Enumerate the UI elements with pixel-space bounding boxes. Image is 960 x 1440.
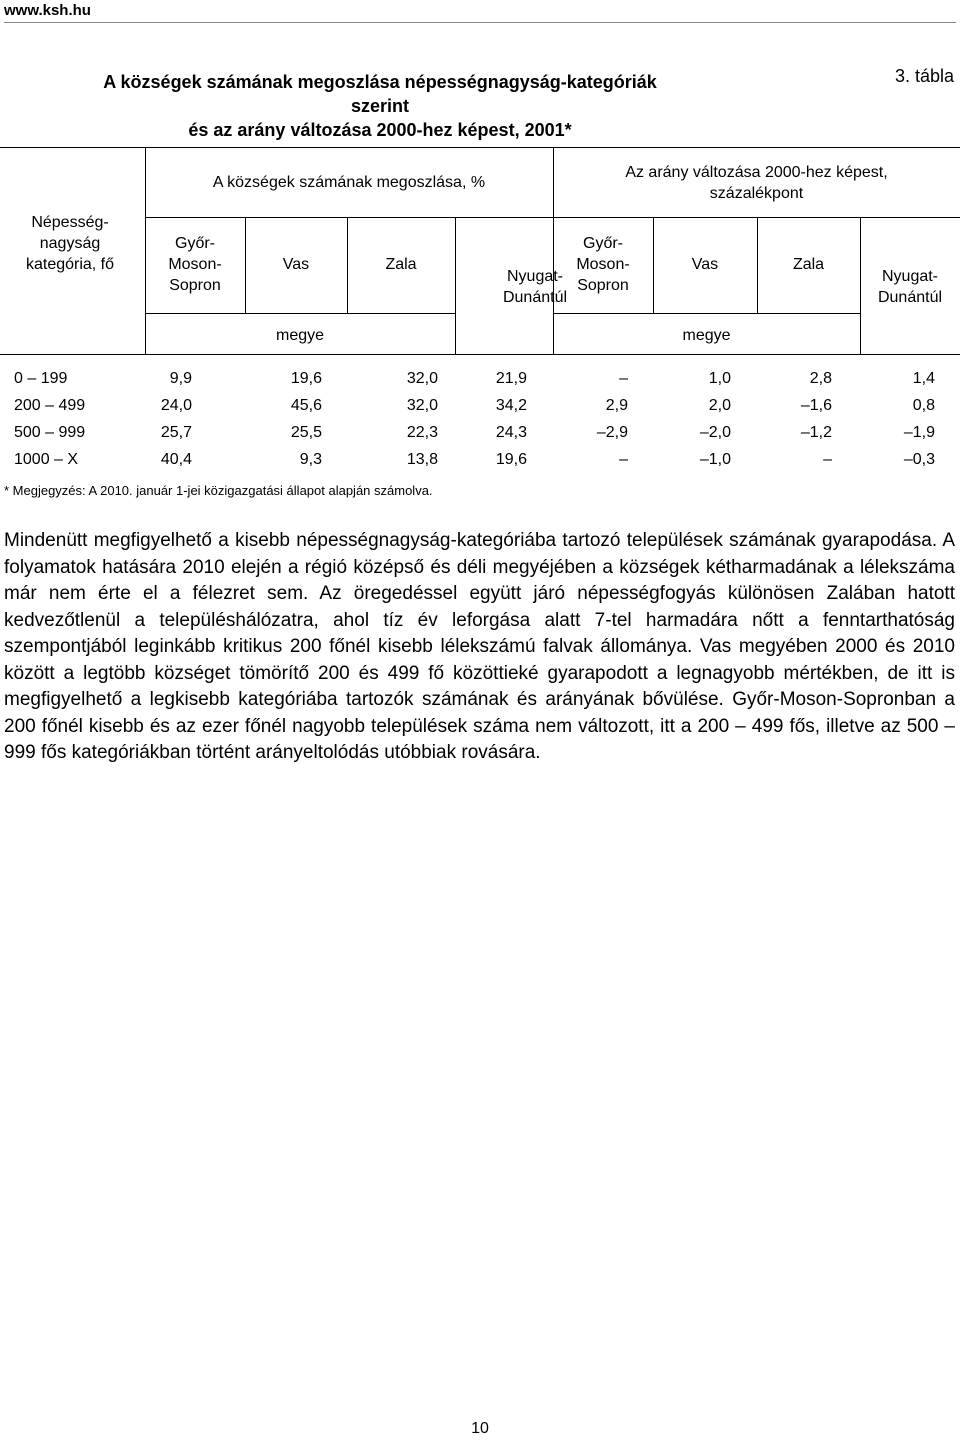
title-line-1: A községek számának megoszlása népességnagyság-kategóriák szerint bbox=[103, 72, 657, 116]
col-header-vas-change: Vas bbox=[691, 256, 719, 273]
cell: 13,8 bbox=[406, 451, 438, 468]
col-header-line: Győr- bbox=[583, 235, 623, 252]
cell: 45,6 bbox=[290, 397, 322, 414]
header-bottom-rule bbox=[0, 354, 960, 355]
stub-header bbox=[0, 212, 140, 275]
cell: 24,3 bbox=[495, 424, 527, 441]
col-header-line: Nyugat- bbox=[881, 268, 939, 285]
col-header-gyor bbox=[145, 233, 245, 296]
col-header-gyor-change bbox=[553, 233, 653, 296]
row-category: 200 – 499 bbox=[14, 397, 86, 414]
cell: 21,9 bbox=[495, 370, 527, 387]
stub-header-line: kategória, fő bbox=[25, 256, 115, 273]
cell: –1,0 bbox=[699, 451, 731, 468]
col-header-line: Nyugat- bbox=[506, 268, 564, 285]
cell: 9,3 bbox=[299, 451, 322, 468]
cell: – bbox=[619, 370, 628, 387]
table-row bbox=[0, 366, 960, 392]
col-header-line: Sopron bbox=[169, 277, 221, 294]
group-header-change-line: százalékpont bbox=[709, 185, 804, 202]
col-header-line: Dunántúl bbox=[502, 289, 568, 306]
group-header-change bbox=[553, 162, 960, 204]
site-url[interactable]: www.ksh.hu bbox=[4, 2, 91, 19]
cell: 32,0 bbox=[406, 397, 438, 414]
col-header-line: Moson- bbox=[576, 256, 630, 273]
county-label-right: megye bbox=[682, 327, 731, 344]
cell: –2,0 bbox=[699, 424, 731, 441]
body-paragraph: Mindenütt megfigyelhető a kisebb népességnagyság-kategóriába tartozó települések számának gyarapodása. A folyamatok hatására 2010 elején a régió középső és déli megyéjében a községek kétharmadának a lélekszáma már nem érte el a félezret sem. Az öregedéssel együtt járó népességfogyás különösen Zalában hatott kedvezőtlenül a településhálózatra, ahol tíz év leforgása alatt 7-tel harmadára nőtt a fenntarthatóság szempontjából leginkább kritikus 200 főnél kisebb lélekszámú falvak állománya. Vas megyében 2000 és 2010 között a legtöbb községet tömörítő 200 és 499 fő közöttieké gyarapodott a legnagyobb mértékben, de itt is megfigyelhető a legkisebb kategóriába tartozók számának és arányának bővülése. Győr-Moson-Sopronban a 200 főnél kisebb és az ezer főnél nagyobb települések száma nem változott, itt a 200 – 499 fős, illetve az 500 – 999 fős kategóriákban történt arányeltolódás utóbbiak rovására. bbox=[4, 530, 955, 763]
cell: 2,9 bbox=[605, 397, 628, 414]
cell: 2,0 bbox=[708, 397, 731, 414]
table-footnote: * Megjegyzés: A 2010. január 1-jei közigazgatási állapot alapján számolva. bbox=[4, 483, 433, 498]
page-number: 10 bbox=[471, 1420, 489, 1437]
cell: 25,7 bbox=[160, 424, 192, 441]
group-header-distribution: A községek számának megoszlása, % bbox=[212, 174, 486, 191]
cell: 40,4 bbox=[160, 451, 192, 468]
table-row bbox=[0, 393, 960, 419]
cell: –0,3 bbox=[903, 451, 935, 468]
header-county-rule bbox=[145, 313, 455, 314]
cell: 1,0 bbox=[708, 370, 731, 387]
cell: 25,5 bbox=[290, 424, 322, 441]
col-header-line: Moson- bbox=[168, 256, 222, 273]
col-header-zala-change: Zala bbox=[792, 256, 825, 273]
title-line-2: és az arány változása 2000-hez képest, 2001* bbox=[188, 120, 572, 140]
cell: –1,2 bbox=[800, 424, 832, 441]
row-category: 0 – 199 bbox=[14, 370, 68, 387]
stub-header-line: nagyság bbox=[39, 235, 101, 252]
cell: 34,2 bbox=[495, 397, 527, 414]
cell: 19,6 bbox=[495, 451, 527, 468]
table-row bbox=[0, 420, 960, 446]
col-header-zala: Zala bbox=[385, 256, 417, 273]
header-county-rule-right bbox=[553, 313, 860, 314]
cell: 9,9 bbox=[169, 370, 192, 387]
cell: –1,9 bbox=[903, 424, 935, 441]
cell: 0,8 bbox=[912, 397, 935, 414]
table-title bbox=[90, 70, 670, 142]
stub-header-line: Népesség- bbox=[31, 214, 109, 231]
county-label-left: megye bbox=[275, 327, 325, 344]
col-header-line: Dunántúl bbox=[877, 289, 943, 306]
cell: 24,0 bbox=[160, 397, 192, 414]
row-category: 1000 – X bbox=[14, 451, 79, 468]
cell: –2,9 bbox=[596, 424, 628, 441]
header-top-rule bbox=[0, 147, 960, 148]
cell: 2,8 bbox=[809, 370, 832, 387]
row-category: 500 – 999 bbox=[14, 424, 86, 441]
col-header-line: Győr- bbox=[175, 235, 215, 252]
group-header-change-line: Az arány változása 2000-hez képest, bbox=[625, 164, 888, 181]
table-number: 3. tábla bbox=[894, 66, 954, 86]
col-header-line: Sopron bbox=[577, 277, 629, 294]
cell: 19,6 bbox=[290, 370, 322, 387]
cell: – bbox=[619, 451, 628, 468]
cell: 32,0 bbox=[406, 370, 438, 387]
table-row bbox=[0, 447, 960, 473]
cell: –1,6 bbox=[800, 397, 832, 414]
top-rule bbox=[4, 22, 956, 23]
col-header-nyugat-change bbox=[860, 266, 960, 308]
cell: – bbox=[823, 451, 832, 468]
col-header-vas: Vas bbox=[282, 256, 310, 273]
cell: 1,4 bbox=[912, 370, 935, 387]
cell: 22,3 bbox=[406, 424, 438, 441]
